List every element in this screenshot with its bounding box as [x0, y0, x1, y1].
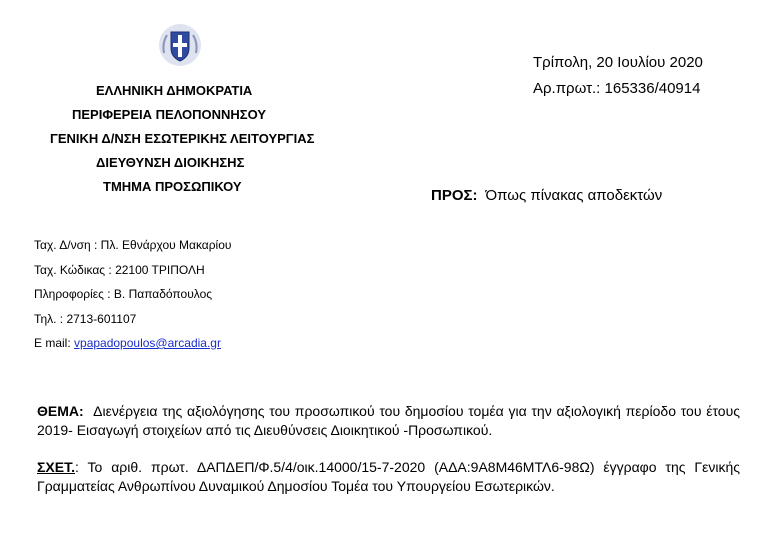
greek-coat-of-arms-icon — [158, 23, 202, 67]
header-line-directorate: ΔΙΕΥΘΥΝΣΗ ΔΙΟΙΚΗΣΗΣ — [96, 155, 245, 170]
document-date: Τρίπολη, 20 Ιουλίου 2020 — [533, 54, 703, 71]
header-line-directorate-general: ΓΕΝΙΚΗ Δ/ΝΣΗ ΕΣΩΤΕΡΙΚΗΣ ΛΕΙΤΟΥΡΓΙΑΣ — [50, 131, 315, 146]
contact-email-link[interactable]: vpapadopoulos@arcadia.gr — [74, 336, 221, 350]
header-line-department: ΤΜΗΜΑ ΠΡΟΣΩΠΙΚΟΥ — [103, 179, 242, 194]
recipient-value: Όπως πίνακας αποδεκτών — [485, 187, 663, 204]
recipient-label: ΠΡΟΣ: — [431, 187, 478, 204]
issuer-header — [40, 79, 370, 199]
contact-address: Ταχ. Δ/νση : Πλ. Εθνάρχου Μακαρίου — [34, 238, 232, 252]
subject-label: ΘΕΜΑ: — [37, 403, 84, 419]
recipient-line — [431, 186, 662, 206]
protocol-number: Αρ.πρωτ.: 165336/40914 — [533, 80, 701, 97]
subject-text: Διενέργεια της αξιολόγησης του προσωπικού του δημοσίου τομέα για την αξιολογική περίοδο του έτους 2019- Εισαγωγή στοιχείων από τις Διευθύνσεις Διοικητικού -Προσωπικού. — [37, 403, 740, 438]
contact-block — [34, 233, 231, 356]
contact-email-line — [34, 331, 231, 356]
subject-paragraph — [37, 402, 740, 440]
contact-info-person: Πληροφορίες : Β. Παπαδόπουλος — [34, 287, 213, 301]
contact-phone: Τηλ. : 2713-601107 — [34, 311, 137, 326]
contact-email-label: E mail: — [34, 336, 75, 350]
header-line-republic: ΕΛΛΗΝΙΚΗ ΔΗΜΟΚΡΑΤΙΑ — [96, 83, 253, 98]
header-line-region: ΠΕΡΙΦΕΡΕΙΑ ΠΕΛΟΠΟΝΝΗΣΟΥ — [72, 107, 267, 122]
related-label: ΣΧΕΤ. — [37, 459, 75, 475]
related-paragraph — [37, 458, 740, 496]
related-text: : Το αριθ. πρωτ. ΔΑΠΔΕΠ/Φ.5/4/οικ.14000/15-7-2020 (ΑΔΑ:9Α8Μ46ΜΤΛ6-98Ω) έγγραφο της Γενικής Γραμματείας Ανθρωπίνου Δυναμικού Δημοσίου Τομέα του Υπουργείου Εσωτερικών. — [37, 459, 740, 494]
contact-postal-code: Ταχ. Κώδικας : 22100 ΤΡΙΠΟΛΗ — [34, 262, 205, 277]
